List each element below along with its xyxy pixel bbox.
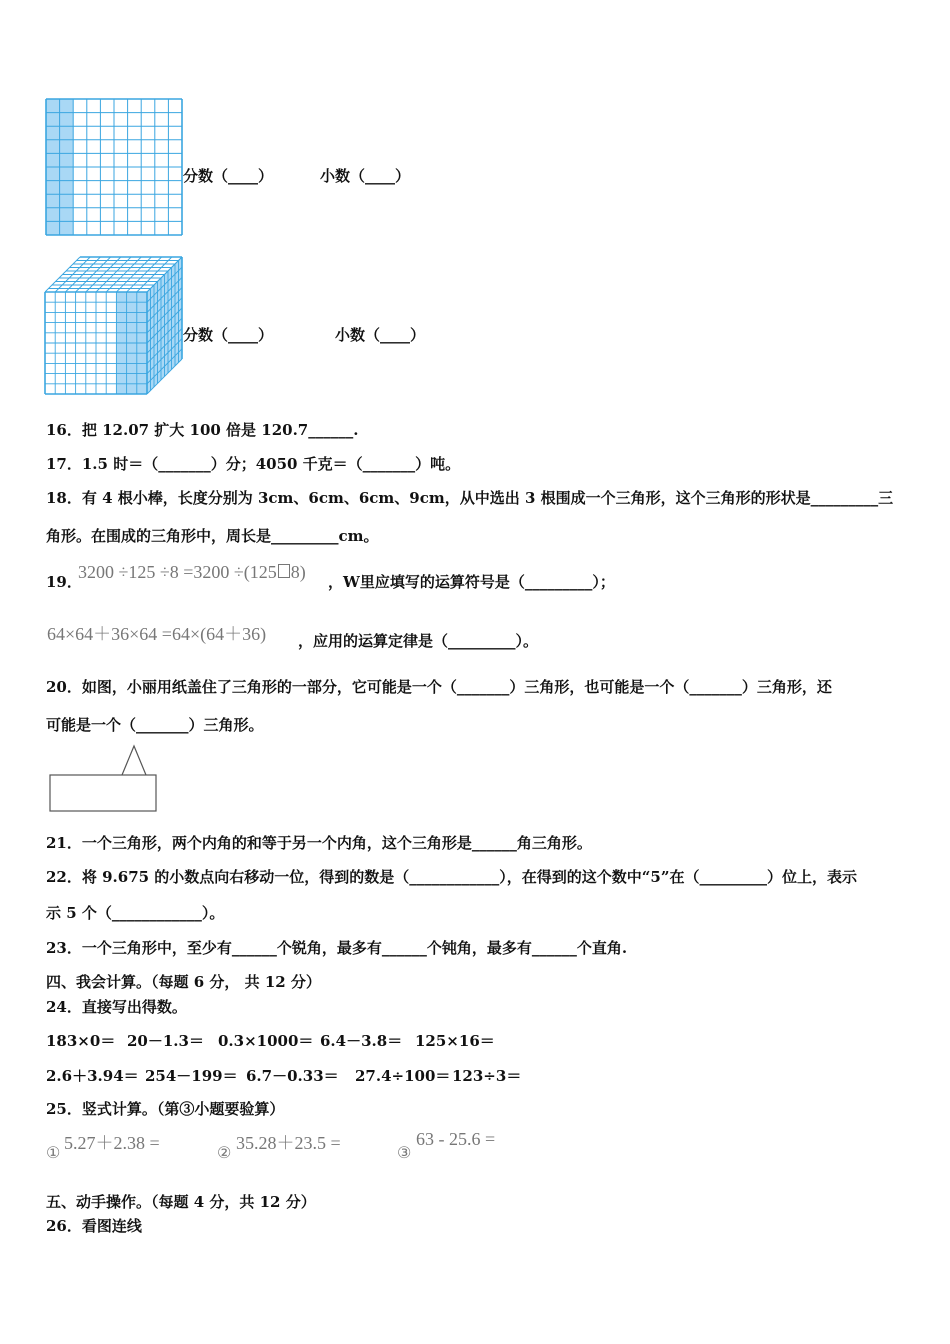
- question-21: 21．一个三角形，两个内角的和等于另一个内角，这个三角形是______角三角形。: [46, 834, 592, 852]
- expr1-left: 3200 ÷125 ÷8 =3200 ÷(125: [78, 562, 277, 582]
- question-19-text-1: ，W里应填写的运算符号是（_________）；: [328, 573, 615, 591]
- expr1-right: 8): [290, 562, 306, 582]
- q24-r1-c2: 20－1.3＝: [127, 1032, 204, 1050]
- section-5-title: 五、动手操作。（每题 4 分，共 12 分）: [46, 1193, 316, 1211]
- q24-r2-c4: 27.4÷100＝: [355, 1067, 451, 1085]
- q24-r2-c3: 6.7－0.33＝: [246, 1067, 339, 1085]
- q24-r1-c1: 183×0＝: [46, 1032, 116, 1050]
- q24-r2-c2: 254－199＝: [145, 1067, 238, 1085]
- figure2-fraction-label: 分数（____）: [183, 326, 274, 344]
- q24-r2-c5: 123÷3＝: [452, 1067, 522, 1085]
- question-20-line2: 可能是一个（_______）三角形。: [46, 716, 264, 734]
- figure1-decimal-label: 小数（____）: [320, 167, 411, 185]
- question-18-line1: 18．有 4 根小棒，长度分别为 3cm、6cm、6cm、9cm，从中选出 3 根围成一个三角形，这个三角形的形状是_________三: [46, 489, 894, 507]
- q25-marker-1: ①: [46, 1145, 61, 1162]
- q25-expr-2: 35.28＋23.5 =: [236, 1133, 341, 1153]
- q25-expr-1: 5.27＋2.38 =: [64, 1133, 160, 1153]
- question-18-line2: 角形。在围成的三角形中，周长是_________cm。: [46, 527, 379, 545]
- question-24-title: 24．直接写出得数。: [46, 998, 187, 1016]
- question-19-text-2: ，应用的运算定律是（_________）。: [298, 632, 539, 650]
- hundred-grid-figure: [45, 98, 183, 236]
- question-19-expression-1: [78, 562, 306, 583]
- question-20-line1: 20．如图，小丽用纸盖住了三角形的一部分，它可能是一个（_______）三角形，也可能是一个（_______）三角形，还: [46, 678, 832, 696]
- question-19-number: 19．: [46, 573, 82, 591]
- question-16: 16．把 12.07 扩大 100 倍是 120.7______.: [46, 421, 359, 439]
- q24-r2-c1: 2.6＋3.94＝: [46, 1067, 139, 1085]
- figure1-fraction-label: 分数（____）: [183, 167, 274, 185]
- figure2-decimal-label: 小数（____）: [335, 326, 426, 344]
- q25-marker-2: ②: [217, 1145, 232, 1162]
- q24-r1-c5: 125×16＝: [415, 1032, 495, 1050]
- thousand-cube-figure: [44, 256, 184, 396]
- section-4-title: 四、我会计算。（每题 6 分， 共 12 分）: [46, 973, 321, 991]
- covered-triangle-figure: [48, 744, 158, 814]
- question-25-title: 25．竖式计算。（第③小题要验算）: [46, 1100, 285, 1118]
- question-22-line1: 22．将 9.675 的小数点向右移动一位，得到的数是（____________），在得到的这个数中“5”在（_________）位上，表示: [46, 868, 857, 886]
- q25-marker-3: ③: [397, 1145, 412, 1162]
- blank-box: [278, 564, 290, 578]
- question-23: 23．一个三角形中，至少有______个锐角，最多有______个钝角，最多有______个直角.: [46, 939, 628, 957]
- question-17: 17．1.5 时＝（_______）分；4050 千克＝（_______）吨。: [46, 455, 461, 473]
- q24-r1-c4: 6.4－3.8＝: [320, 1032, 403, 1050]
- q24-r1-c3: 0.3×1000＝: [218, 1032, 314, 1050]
- q25-expr-3: 63 - 25.6 =: [416, 1129, 496, 1149]
- question-19-expression-2: 64×64＋36×64 =64×(64＋36): [47, 624, 267, 644]
- question-22-line2: 示 5 个（____________）。: [46, 904, 225, 922]
- question-26-title: 26．看图连线: [46, 1217, 142, 1235]
